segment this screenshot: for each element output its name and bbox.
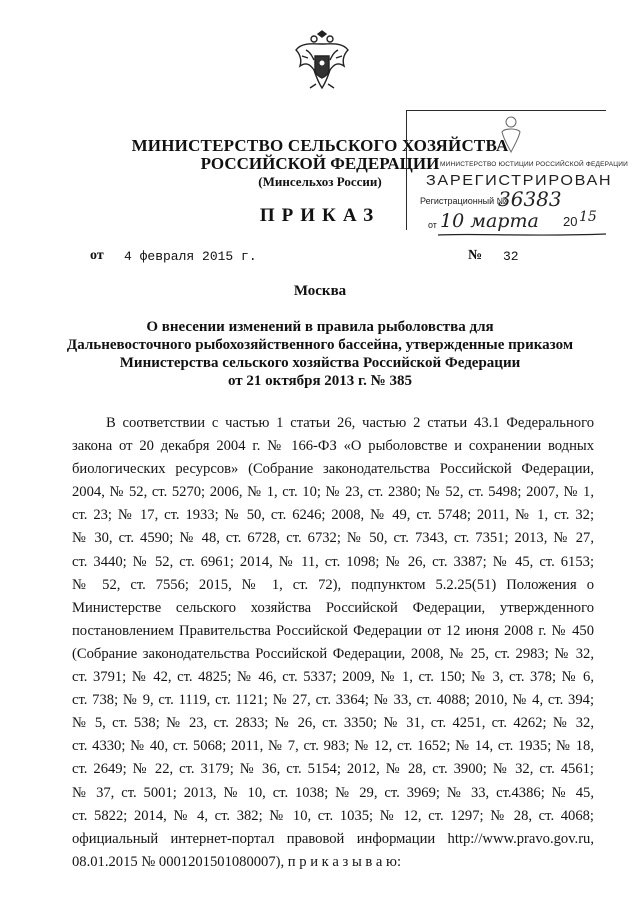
body-line: В соответствии с частью 1 статьи 26, частью 2 статьи 43.1 Федерального <box>106 415 594 431</box>
body-line: 2004, № 52, ст. 5270; 2006, № 1, ст. 10; № 23, ст. 2380; № 52, ст. 5498; 2007, № 1, <box>72 484 594 501</box>
body-line: ст. 3791; № 42, ст. 4825; № 46, ст. 5337; 2009, № 1, ст. 150; № 3, ст. 378; № 6, <box>72 669 594 686</box>
body-line: ст. 3440; № 52, ст. 6961; 2014, № 11, ст. 1098; № 26, ст. 3387; № 45, ст. 6153; <box>72 553 594 570</box>
document-body <box>72 412 594 874</box>
stamp-year-handwritten: 15 <box>579 209 597 225</box>
stamp-border-left <box>406 110 407 230</box>
number-prefix: № <box>468 248 483 263</box>
document-date: 4 февраля 2015 г. <box>124 249 257 264</box>
document-type-heading: ПРИКАЗ <box>259 205 381 226</box>
body-line: закона от 20 декабря 2004 г. № 166-ФЗ «О рыболовстве и сохранении водных <box>72 438 594 455</box>
coat-of-arms-icon <box>292 30 352 92</box>
ministry-short-name: (Минсельхоз России) <box>258 174 382 189</box>
body-line: ст. 5822; 2014, № 4, ст. 382; № 10, ст. 1035; № 12, ст. 1297; № 28, ст. 4068; <box>72 807 594 824</box>
body-line: ст. 2649; № 22, ст. 3179; № 36, ст. 5154; 2012, № 28, ст. 3900; № 32, ст. 4561; <box>72 761 594 778</box>
stamp-registration-number: 36383 <box>498 187 562 211</box>
body-line: официальный интернет-портал правовой информации http://www.pravo.gov.ru, <box>72 830 594 847</box>
document-city: Москва <box>293 283 347 299</box>
body-line: постановлением Правительства Российской Федерации от 12 июня 2008 г. № 450 <box>72 622 594 639</box>
document-title <box>0 318 640 390</box>
body-line: Министерстве сельского хозяйства Российской Федерации, утвержденного <box>72 599 594 616</box>
body-line: № 30, ст. 4590; № 48, ст. 6728, ст. 6732; № 50, ст. 7343, ст. 7351; 2013, № 27, <box>72 530 594 547</box>
body-line: биологических ресурсов» (Собрание законодательства Российской Федерации, <box>72 461 594 478</box>
stamp-registration-date: 10 марта <box>440 210 539 232</box>
body-line: № 5, ст. 538; № 23, ст. 2833; № 26, ст. 3350; № 31, ст. 4251, ст. 4262; № 32, <box>72 715 594 732</box>
stamp-number-label: Регистрационный № <box>420 196 507 206</box>
ministry-name-line2: РОССИЙСКОЙ ФЕДЕРАЦИИ <box>200 154 440 173</box>
body-line: ст. 4330; № 40, ст. 5068; 2011, № 7, ст. 983; № 12, ст. 1652; № 14, ст. 1935; № 18, <box>72 738 594 755</box>
stamp-year-printed: 20 <box>563 214 578 229</box>
body-line: 08.01.2015 № 0001201501080007), п р и к а з ы в а ю: <box>72 853 402 870</box>
ministry-name-line1: МИНИСТЕРСТВО СЕЛЬСКОГО ХОЗЯЙСТВА <box>131 136 509 155</box>
body-line: ст. 23; № 17, ст. 1933; № 50, ст. 6246; 2008, № 49, ст. 5748; 2011, № 1, ст. 32; <box>72 507 594 524</box>
document-number: 32 <box>503 249 519 264</box>
stamp-small-emblem-icon <box>498 114 524 154</box>
title-line: Дальневосточного рыбохозяйственного бассейна, утвержденные приказом <box>66 337 574 353</box>
date-prefix: от <box>90 248 104 263</box>
stamp-underline <box>438 231 608 239</box>
stamp-header: МИНИСТЕРСТВО ЮСТИЦИИ РОССИЙСКОЙ ФЕДЕРАЦИИ <box>440 161 629 168</box>
title-line: О внесении изменений в правила рыболовства для <box>146 319 494 335</box>
body-line: ст. 738; № 9, ст. 1119, ст. 1121; № 27, ст. 3364; № 33, ст. 4088; 2010, № 4, ст. 394; <box>72 692 594 709</box>
title-line: от 21 октября 2013 г. № 385 <box>228 373 412 389</box>
stamp-date-label: от <box>428 220 437 230</box>
body-line: (Собрание законодательства Российской Федерации, 2008, № 25, ст. 2983; № 32, <box>72 645 594 662</box>
body-line: № 52, ст. 7556; 2015, № 1, ст. 72), подпунктом 5.2.25(51) Положения о <box>72 576 594 593</box>
registration-stamp <box>398 100 629 250</box>
stamp-border-top <box>406 110 606 111</box>
body-line: № 37, ст. 5001; 2013, № 10, ст. 1038; № 29, ст. 3969; № 33, ст.4386; № 45, <box>72 784 594 801</box>
title-line: Министерства сельского хозяйства Российской Федерации <box>119 355 521 371</box>
stamp-registered-label: ЗАРЕГИСТРИРОВАН <box>426 172 613 189</box>
